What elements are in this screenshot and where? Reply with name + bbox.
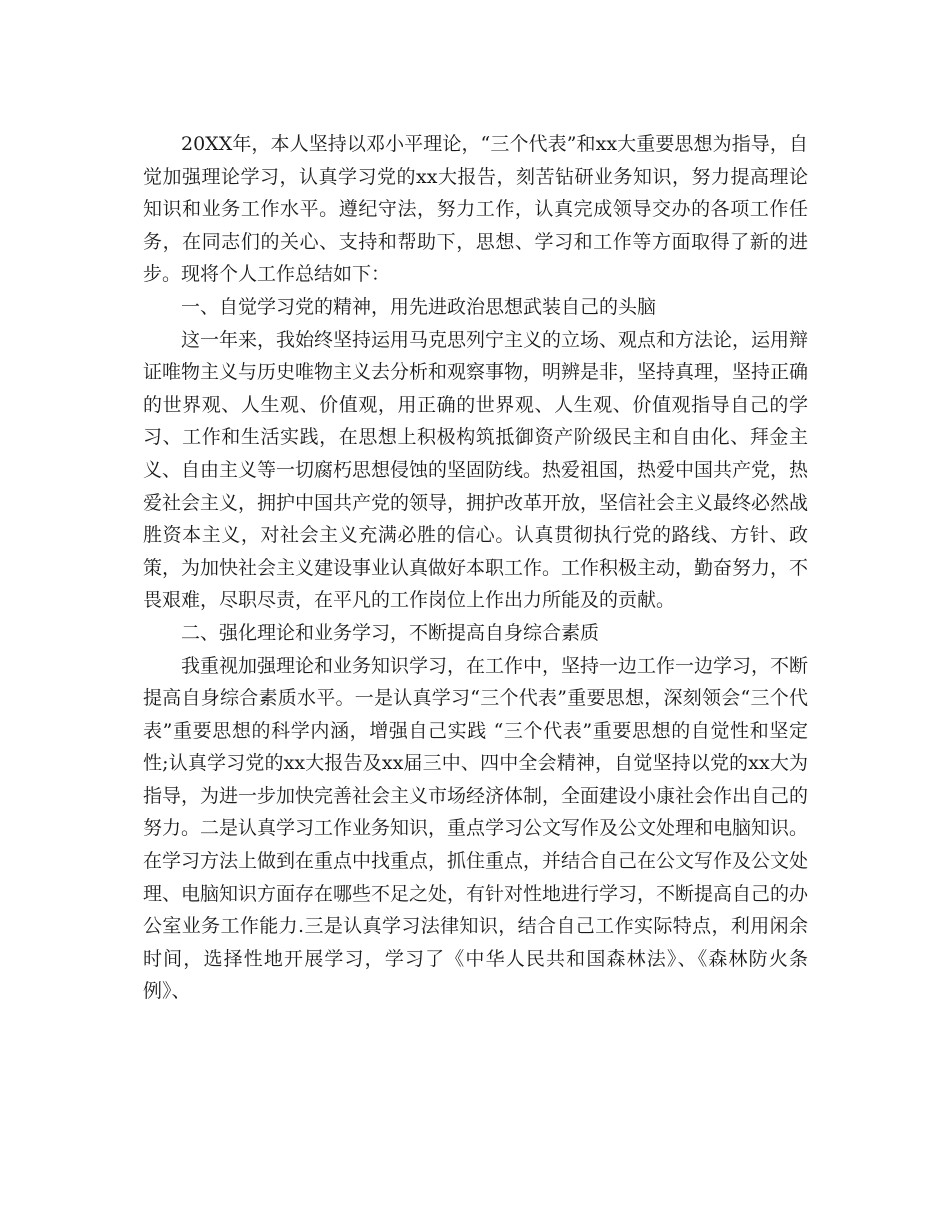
section-heading-2: 二、强化理论和业务学习，不断提高自身综合素质 <box>181 621 600 644</box>
document-body <box>143 128 808 1008</box>
intro-paragraph: 20XX年，本人坚持以邓小平理论，“三个代表”和xx大重要思想为指导，自觉加强理论学习，认真学习党的xx大报告，刻苦钻研业务知识，努力提高理论知识和业务工作水平。遵纪守法，努力工作，认真完成领导交办的各项工作任务，在同志们的关心、支持和帮助下，思想、学习和工作等方面取得了新的进步。现将个人工作总结如下： <box>143 133 808 286</box>
section-2-paragraph: 我重视加强理论和业务知识学习，在工作中，坚持一边工作一边学习，不断提高自身综合素质水平。一是认真学习“三个代表”重要思想，深刻领会“三个代表”重要思想的科学内涵，增强自己实践 “三个代表”重要思想的自觉性和坚定性;认真学习党的xx大报告及xx届三中、四中全会精神，自觉坚持以党的xx大为指导，为进一步加快完善社会主义市场经济体制，全面建设小康社会作出自己的努力。二是认真学习工作业务知识，重点学习公文写作及公文处理和电脑知识。在学习方法上做到在重点中找重点，抓住重点，并结合自己在公文写作及公文处理、电脑知识方面存在哪些不足之处，有针对性地进行学习，不断提高自己的办公室业务工作能力.三是认真学习法律知识，结合自己工作实际特点，利用闲余时间，选择性地开展学习，学习了《中华人民共和国森林法》、《森林防火条例》、 <box>143 654 809 1003</box>
section-1-paragraph: 这一年来，我始终坚持运用马克思列宁主义的立场、观点和方法论，运用辩证唯物主义与历史唯物主义去分析和观察事物，明辨是非，坚持真理，坚持正确的世界观、人生观、价值观，用正确的世界观、人生观、价值观指导自己的学习、工作和生活实践，在思想上积极构筑抵御资产阶级民主和自由化、拜金主义、自由主义等一切腐朽思想侵蚀的坚固防线。热爱祖国，热爱中国共产党，热爱社会主义，拥护中国共产党的领导，拥护改革开放，坚信社会主义最终必然战胜资本主义，对社会主义充满必胜的信心。认真贯彻执行党的路线、方针、政策，为加快社会主义建设事业认真做好本职工作。工作积极主动，勤奋努力，不畏艰难，尽职尽责，在平凡的工作岗位上作出力所能及的贡献。 <box>143 328 809 612</box>
section-heading-1: 一、自觉学习党的精神，用先进政治思想武装自己的头脑 <box>181 295 657 318</box>
